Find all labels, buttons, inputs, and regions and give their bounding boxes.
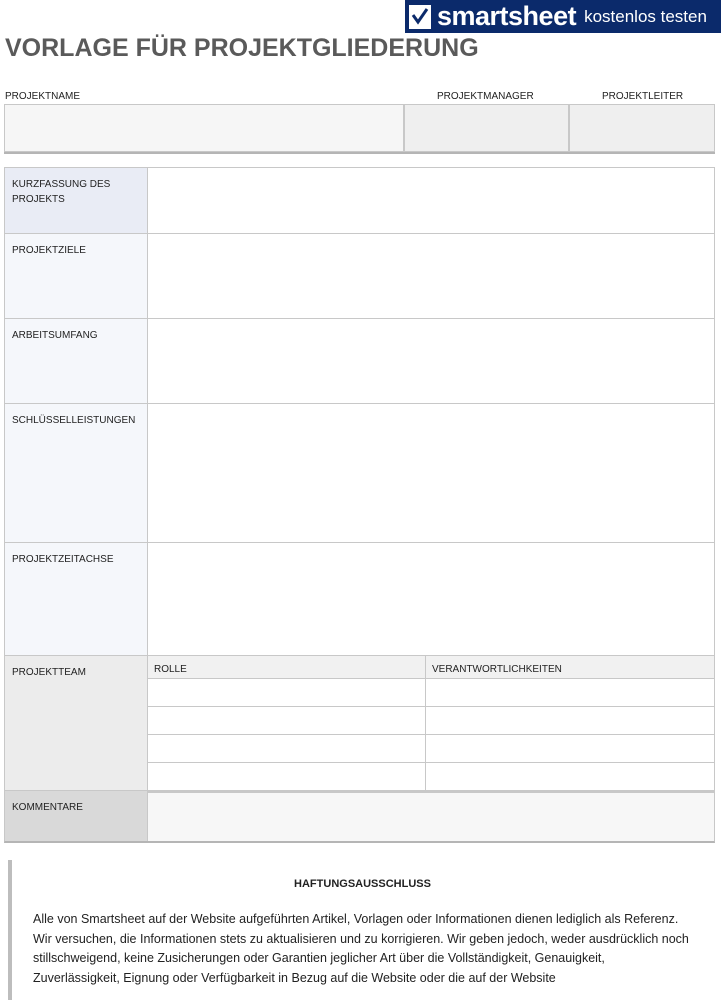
deliverables-label: SCHLÜSSELLEISTUNGEN [5,404,148,543]
team-role-cell[interactable] [148,679,426,707]
team-role-cell[interactable] [148,735,426,763]
project-name-field[interactable] [4,104,404,152]
project-manager-label: PROJEKTMANAGER [437,91,534,102]
project-lead-field[interactable] [569,104,715,152]
summary-label: KURZFASSUNG DES PROJEKTS [5,168,148,234]
team-responsibility-cell[interactable] [426,679,714,707]
outline-table [4,167,715,843]
smartsheet-banner[interactable] [405,0,721,33]
scope-label: ARBEITSUMFANG [5,319,148,404]
page-title: VORLAGE FÜR PROJEKTGLIEDERUNG [5,34,479,62]
team-responsibility-cell[interactable] [426,763,714,791]
deliverables-field[interactable] [148,404,714,543]
project-name-label: PROJEKTNAME [5,91,81,102]
project-manager-field[interactable] [404,104,569,152]
brand-name: smartsheet [437,1,577,31]
smartsheet-logo-icon [409,5,431,29]
scope-field[interactable] [148,319,714,404]
goals-field[interactable] [148,234,714,319]
disclaimer-text: Alle von Smartsheet auf der Website aufgeführten Artikel, Vorlagen oder Informationen dienen lediglich als Referenz. Wir versuchen, die Informationen stets zu aktualisieren und zu korrigieren. Wir geben jedoch, weder ausdrücklich noch stillschweigend, keine Zusicherungen oder Garantien jeglicher Art über die Vollständigkeit, Genauigkeit, Zuverlässigkeit, Eignung oder Verfügbarkeit in Bezug auf die Website oder die auf der Website [33,912,689,985]
team-responsibility-cell[interactable] [426,735,714,763]
disclaimer-section [8,860,713,1000]
timeline-field[interactable] [148,543,714,656]
team-responsibility-cell[interactable] [426,707,714,735]
comments-label: KOMMENTARE [5,791,148,841]
team-responsibilities-header: VERANTWORTLICHKEITEN [426,656,714,679]
summary-field[interactable] [148,168,714,234]
team-role-cell[interactable] [148,763,426,791]
goals-label: PROJEKTZIELE [5,234,148,319]
comments-field[interactable] [148,791,714,841]
timeline-label: PROJEKTZEITACHSE [5,543,148,656]
team-role-header: ROLLE [148,656,426,679]
free-trial-link[interactable]: kostenlos testen [584,7,707,26]
team-role-cell[interactable] [148,707,426,735]
project-lead-label: PROJEKTLEITER [602,91,684,102]
team-label: PROJEKTTEAM [5,656,148,791]
disclaimer-heading: HAFTUNGSAUSSCHLUSS [294,878,431,890]
project-header-row [4,104,715,154]
